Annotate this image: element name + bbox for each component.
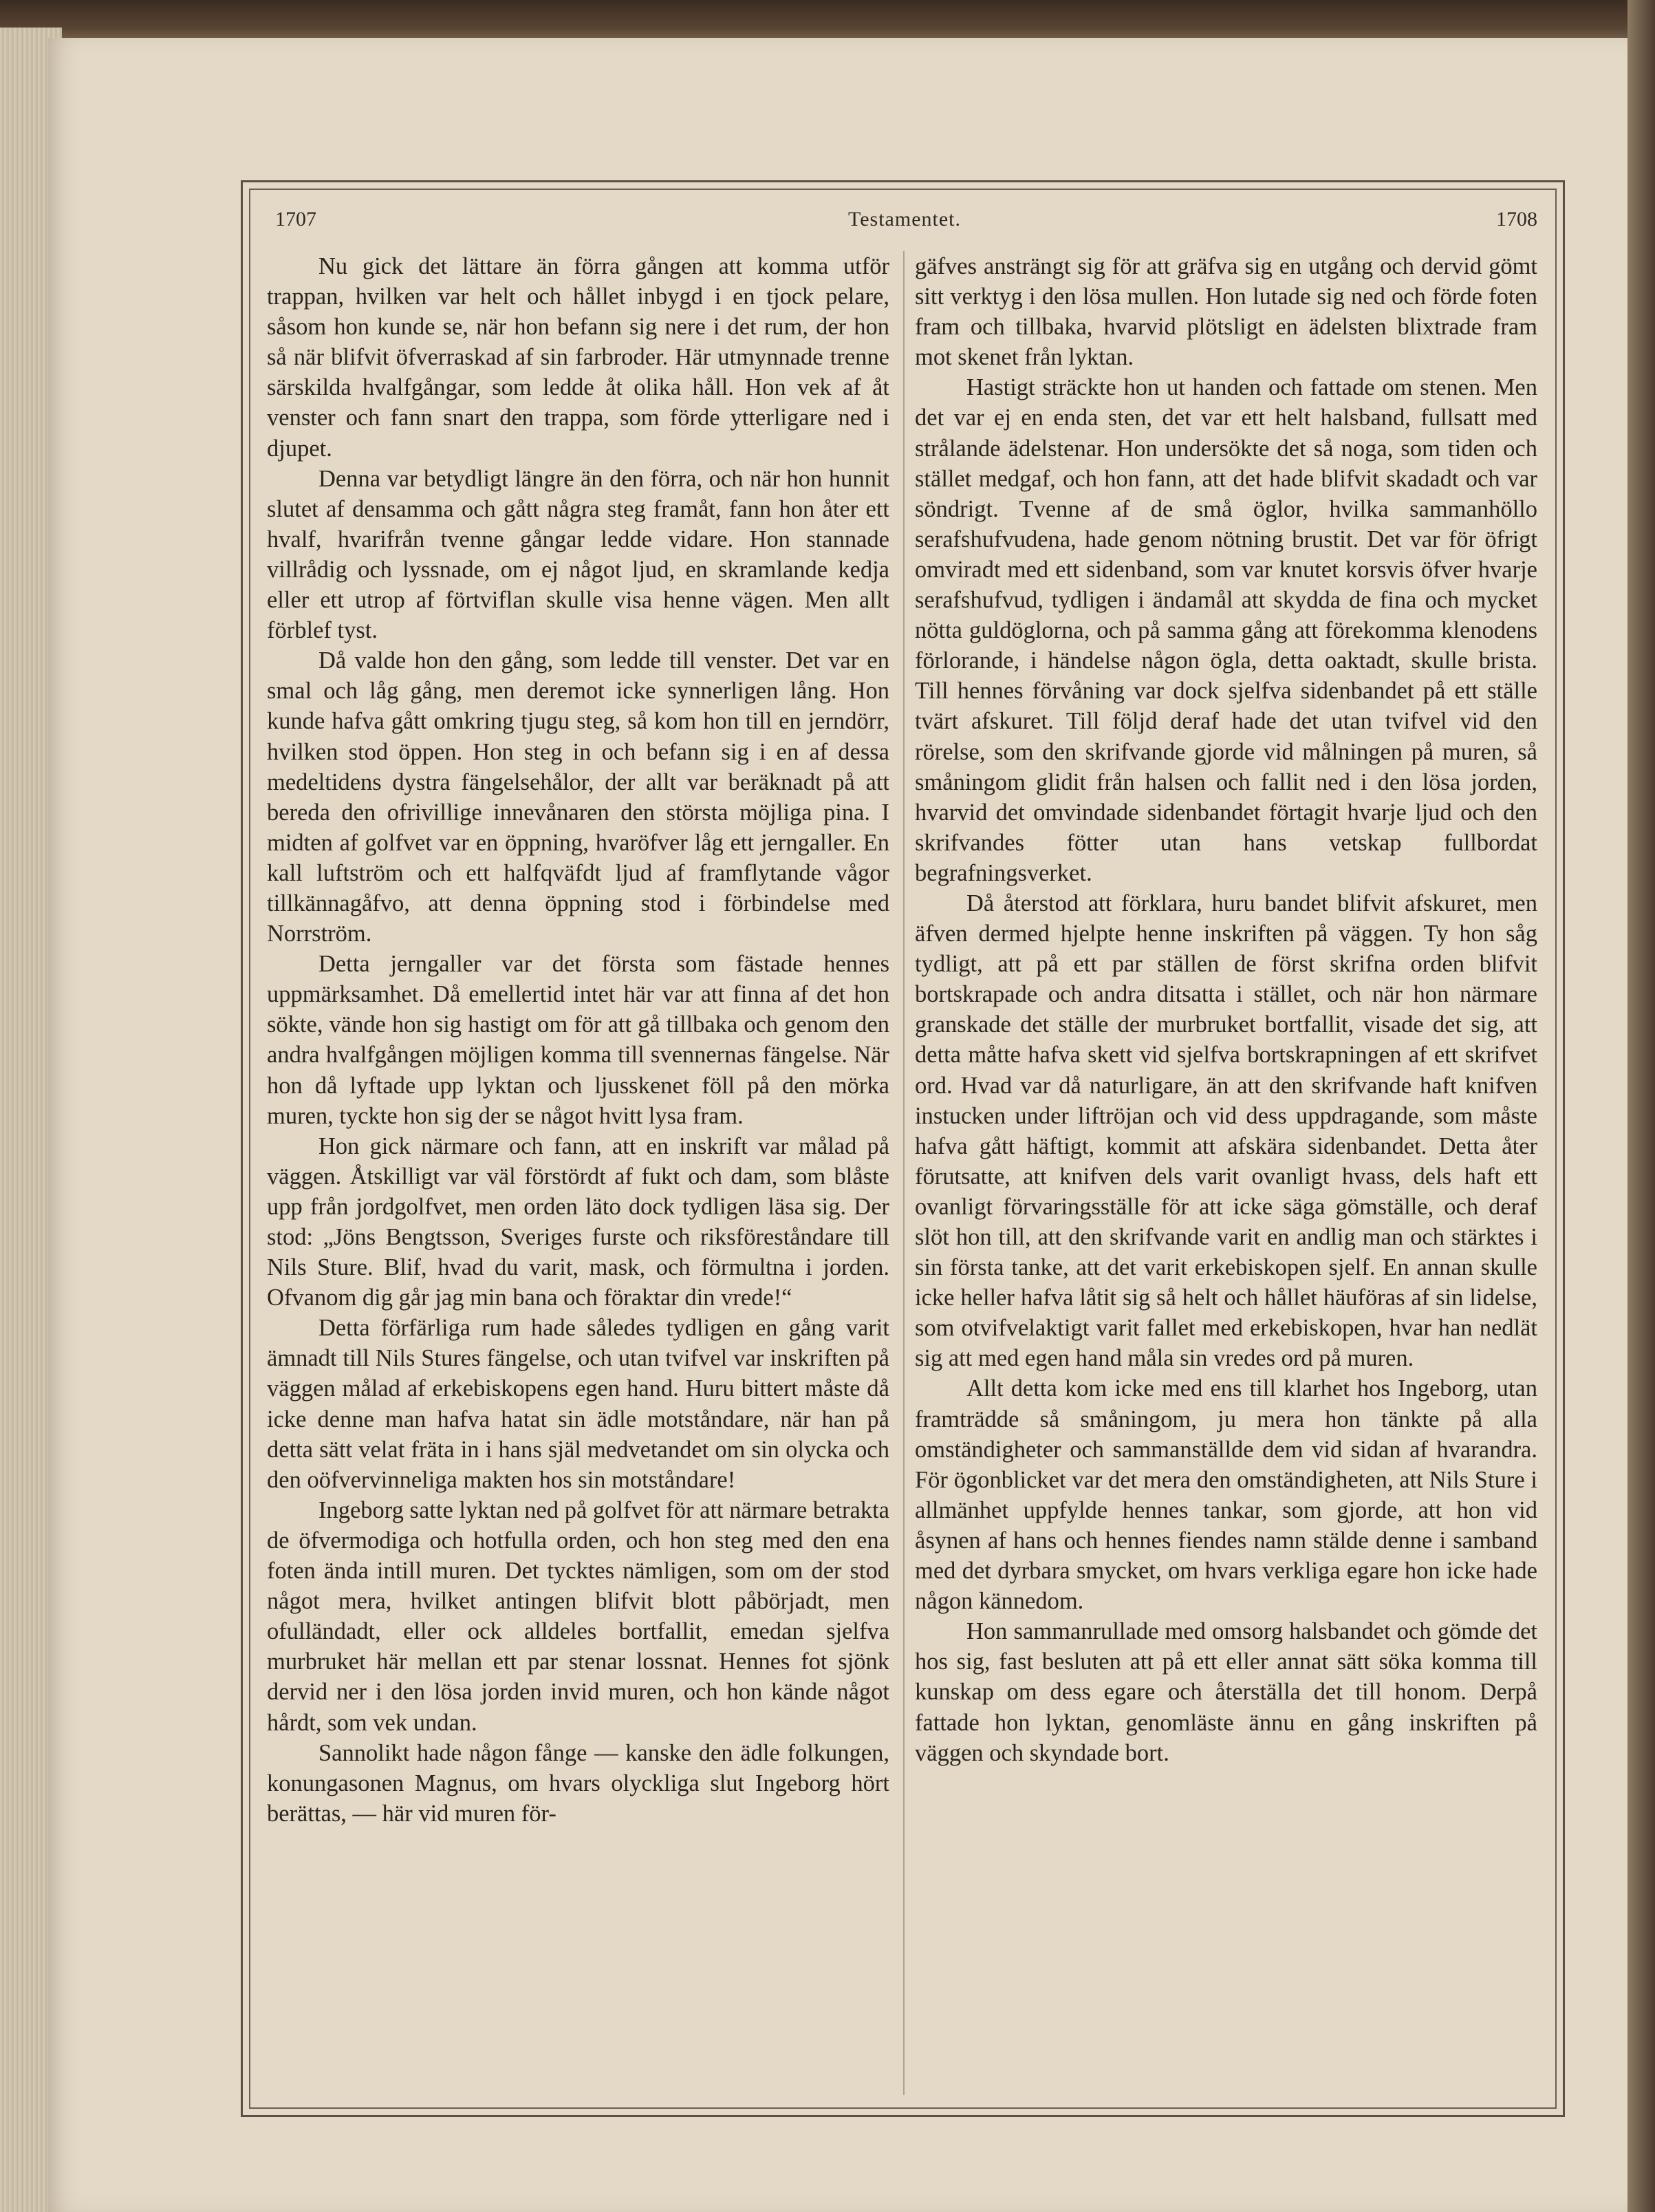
paragraph: Nu gick det lättare än förra gången att komma utför trappan, hvilken var helt och hållet inbygd i en tjock pelare, såsom hon kunde se, när hon befann sig nere i det rum, der hon så när blifvit öfverraskad af sin farbroder. Här utmynnade trenne särskilda hvalfgångar, som ledde åt olika håll. Hon vek af åt venster och fann snart den trappa, som förde ytterligare ned i djupet. [267,253,889,462]
paragraph: Denna var betydligt längre än den förra, och när hon hunnit slutet af densamma och gått några steg framåt, fann hon åter ett hvalf, hvarifrån tvenne gångar ledde vidare. Hon stannade villrådig och lyssnade, om ej något ljud, en skramlande kedja eller ett utrop af förtviflan skulle visa henne vägen. Men allt förblef tyst. [267,465,889,644]
column-divider [903,251,905,2095]
paragraph: Allt detta kom icke med ens till klarhet hos Ingeborg, utan framträdde så småningom, ju mera hon tänkte på alla omständigheter och sammanställde dem vid sidan af hvarandra. För ögonblicket var det mera den omständigheten, att Nils Sture i allmänhet uppfylde hennes tankar, som gjorde, att hon vid åsynen af hans och hennes fiendes namn stälde denne i samband med det dyrbara smycket, om hvars verkliga egare hon icke hade någon kännedom. [915,1375,1537,1615]
paragraph: Hon sammanrullade med omsorg halsbandet och gömde det hos sig, fast besluten att på ett eller annat sätt söka komma till kunskap om dess egare och återställa det till honom. Derpå fattade hon lyktan, genomläste ännu en gång inskriften på väggen och skyndade bort. [915,1618,1537,1766]
right-text-column [915,251,1537,1768]
paragraph: Detta jerngaller var det första som fästade hennes uppmärksamhet. Då emellertid intet här var att finna af det hon sökte, vände hon sig hastigt om för att gå tillbaka och genom den andra hvalfgången möjligen komma till svennernas fängelse. När hon då lyftade upp lyktan och ljusskenet föll på den mörka muren, tyckte hon sig der se något hvitt lysa fram. [267,951,889,1129]
page-number-left: 1707 [275,208,316,230]
paragraph: Ingeborg satte lyktan ned på golfvet för att närmare betrakta de öfvermodiga och hotfulla orden, och hon steg med den ena foten ända intill muren. Det tycktes nämligen, som om der stod något mera, hvilket antingen blifvit blott påbörjadt, men ofulländadt, eller ock alldeles bortfallit, emedan sjelfva murbruket här mellan ett par stenar lossnat. Hennes fot sjönk dervid ner i den lösa jorden invid muren, och hon kände något hårdt, som vek undan. [267,1496,889,1736]
book-right-edge [1627,0,1655,2212]
paragraph: Då valde hon den gång, som ledde till venster. Det var en smal och låg gång, men deremot icke synnerligen lång. Hon kunde hafva gått omkring tjugu steg, så kom hon till en jerndörr, hvilken stod öppen. Hon steg in och befann sig i en af dessa medeltidens dystra fängelsehålor, der allt var beräknadt på att bereda den ofrivillige innevånaren den största möjliga pina. I midten af golfvet var en öppning, hvaröfver låg ett jerngaller. En kall luftström och ett halfqväfdt ljud af framflytande vågor tillkännagåfvo, att denna öppning stod i förbindelse med Norrström. [267,647,889,947]
running-title: Testamentet. [847,208,961,230]
paragraph: Hastigt sträckte hon ut handen och fattade om stenen. Men det var ej en enda sten, det var ett helt halsband, fullsatt med strålande ädelstenar. Hon undersökte det så noga, som tiden och stället medgaf, och hon fann, att det hade blifvit skadadt och var söndrigt. Tvenne af de små öglor, hvilka sammanhöllo serafshufvudena, hade genom nötning brustit. Det var för öfrigt omviradt med ett sidenband, som var knutet korsvis öfver hvarje serafshufvud, tydligen i ändamål att skydda de fina och mycket nötta guldöglorna, och på samma gång att förekomma klenodens förlorande, i händelse någon ögla, detta oaktadt, skulle brista. Till hennes förvåning var dock sjelfva sidenbandet på ett ställe tvärt afskuret. Till följd deraf hade det utan tvifvel vid den rörelse, som den skrifvande gjorde vid målningen på muren, så småningom glidit från halsen och fallit ned i den lösa jorden, hvarvid det omvindade sidenbandet förtagit hvarje ljud och den skrifvandes fötter utan hans vetskap fullbordat begrafningsverket. [915,374,1537,886]
page-header [268,208,1541,242]
page-number-right: 1708 [1496,208,1537,230]
left-text-column [267,251,889,1829]
paragraph: Då återstod att förklara, huru bandet blifvit afskuret, men äfven dermed hjelpte henne inskriften på väggen. Ty hon såg tydligt, att på ett par ställen de först skrifna orden blifvit bortskrapade och andra ditsatta i stället, och när hon närmare granskade det ställe der murbruket bortfallit, visade det sig, att detta måtte hafva skett vid sjelfva bortskrapningen af ett skrifvet ord. Hvad var då naturligare, än att den skrifvande haft knifven instucken under liftröjan och vid dess uppdragande, som måste hafva gått häftigt, kommit att afskära sidenbandet. Detta åter förutsatte, att knifven dels varit ovanligt hvass, dels haft ett ovanligt förvaringsställe för att icke säga gömställe, och deraf slöt hon till, att den skrifvande varit en andlig man och stärktes i sin första tanke, att det varit erkebiskopen sjelf. En annan skulle icke heller hafva låtit sig så helt och hållet häuföras af sin lidelse, som otvifvelaktigt varit fallet med erkebiskopen, hvar han nedlät sig att med egen hand måla sin vredes ord på muren. [915,890,1537,1372]
paragraph: Hon gick närmare och fann, att en inskrift var målad på väggen. Åtskilligt var väl förstördt af fukt och dam, som blåste upp från jordgolfvet, men orden läto dock tydligen läsa sig. Der stod: „Jöns Bengtsson, Sveriges furste och riksföreståndare till Nils Sture. Blif, hvad du varit, mask, och förmultna i jorden. Ofvanom dig går jag min bana och föraktar din vrede!“ [267,1132,889,1311]
paragraph: Detta förfärliga rum hade således tydligen en gång varit ämnadt till Nils Stures fängelse, och utan tvifvel var inskriften på väggen målad af erkebiskopens egen hand. Huru bittert måste då icke denne man hafva hatat sin ädle motståndare, när han på detta sätt velat fräta in i hans själ medvetandet om sin olycka och den oöfvervinneliga makten hos sin motståndare! [267,1315,889,1493]
paragraph: Sannolikt hade någon fånge — kanske den ädle folkungen, konungasonen Magnus, om hvars olyckliga slut Ingeborg hört berättas, — här vid muren för- [267,1739,889,1827]
paragraph: gäfves ansträngt sig för att gräfva sig en utgång och dervid gömt sitt verktyg i den lösa mullen. Hon lutade sig ned och förde foten fram och tillbaka, hvarvid plötsligt en ädelsten blixtrade fram mot skenet från lyktan. [915,253,1537,371]
